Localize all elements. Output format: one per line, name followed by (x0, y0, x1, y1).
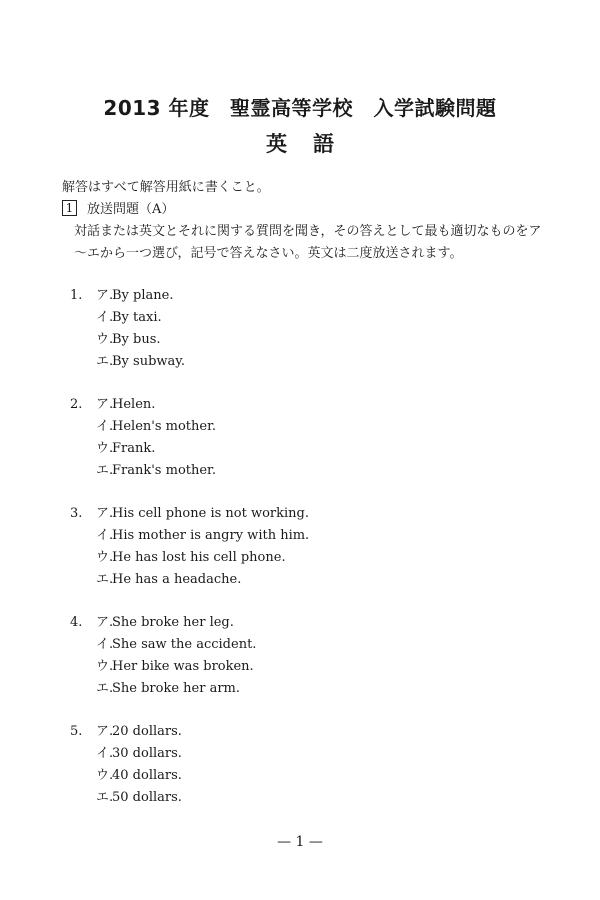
option-text: 30 dollars. (112, 746, 182, 761)
option-marker: ア. (96, 724, 114, 739)
option-marker: ア. (96, 506, 114, 521)
section-heading (62, 198, 174, 217)
answer-option (96, 354, 185, 376)
option-marker: イ. (96, 310, 114, 325)
option-marker: イ. (96, 637, 114, 652)
answer-option (96, 506, 309, 528)
option-marker: ウ. (96, 659, 114, 674)
answer-option (96, 724, 182, 746)
answer-option (96, 681, 256, 703)
answer-options (96, 288, 185, 376)
option-text: By taxi. (112, 310, 162, 325)
option-marker: エ. (96, 681, 114, 696)
exam-title: 2013 年度 聖霊高等学校 入学試験問題 (103, 96, 497, 120)
subject-heading: 英語 (266, 132, 360, 156)
answer-option (96, 746, 182, 768)
option-text: He has a headache. (112, 572, 242, 587)
answer-options (96, 615, 256, 703)
option-text: By bus. (112, 332, 161, 347)
option-marker: イ. (96, 746, 114, 761)
option-marker: ア. (96, 397, 114, 412)
answer-options (96, 724, 182, 812)
question-number: 3. (70, 506, 83, 521)
answer-options (96, 506, 309, 594)
option-text: 50 dollars. (112, 790, 182, 805)
question-number: 1. (70, 288, 83, 303)
answer-option (96, 768, 182, 790)
option-text: She broke her leg. (112, 615, 234, 630)
option-marker: ウ. (96, 768, 114, 783)
question-number: 2. (70, 397, 83, 412)
option-text: His cell phone is not working. (112, 506, 309, 521)
option-text: Helen. (112, 397, 156, 412)
answer-options (96, 397, 216, 485)
answer-option (96, 397, 216, 419)
answer-option (96, 790, 182, 812)
general-instruction: 解答はすべて解答用紙に書くこと。 (62, 180, 270, 195)
answer-option (96, 659, 256, 681)
option-marker: ウ. (96, 441, 114, 456)
option-text: His mother is angry with him. (112, 528, 310, 543)
option-marker: ウ. (96, 332, 114, 347)
answer-option (96, 419, 216, 441)
answer-option (96, 550, 309, 572)
question-number: 4. (70, 615, 83, 630)
answer-option (96, 615, 256, 637)
option-marker: エ. (96, 572, 114, 587)
option-text: Her bike was broken. (112, 659, 254, 674)
option-text: By plane. (112, 288, 174, 303)
option-marker: ウ. (96, 550, 114, 565)
option-text: Frank. (112, 441, 156, 456)
option-text: She saw the accident. (112, 637, 257, 652)
answer-option (96, 463, 216, 485)
option-marker: ア. (96, 615, 114, 630)
option-text: By subway. (112, 354, 186, 369)
answer-option (96, 288, 185, 310)
answer-option (96, 572, 309, 594)
option-text: Helen's mother. (112, 419, 216, 434)
option-marker: エ. (96, 354, 114, 369)
option-marker: イ. (96, 419, 114, 434)
answer-option (96, 310, 185, 332)
option-marker: イ. (96, 528, 114, 543)
section-number-box: 1 (62, 200, 77, 216)
answer-option (96, 332, 185, 354)
option-marker: エ. (96, 463, 114, 478)
section-title: 放送問題（A） (87, 202, 175, 217)
answer-option (96, 441, 216, 463)
option-text: 40 dollars. (112, 768, 182, 783)
answer-option (96, 528, 309, 550)
option-text: Frank's mother. (112, 463, 216, 478)
option-text: She broke her arm. (112, 681, 241, 696)
section-description: 対話または英文とそれに関する質問を聞き，その答えとして最も適切なものをア～エから一つ選び，記号で答えなさい。英文は二度放送されます。 (74, 224, 542, 261)
option-marker: ア. (96, 288, 114, 303)
option-text: He has lost his cell phone. (112, 550, 286, 565)
question-number: 5. (70, 724, 83, 739)
option-marker: エ. (96, 790, 114, 805)
answer-option (96, 637, 256, 659)
page-number: — 1 — (277, 834, 323, 850)
option-text: 20 dollars. (112, 724, 182, 739)
